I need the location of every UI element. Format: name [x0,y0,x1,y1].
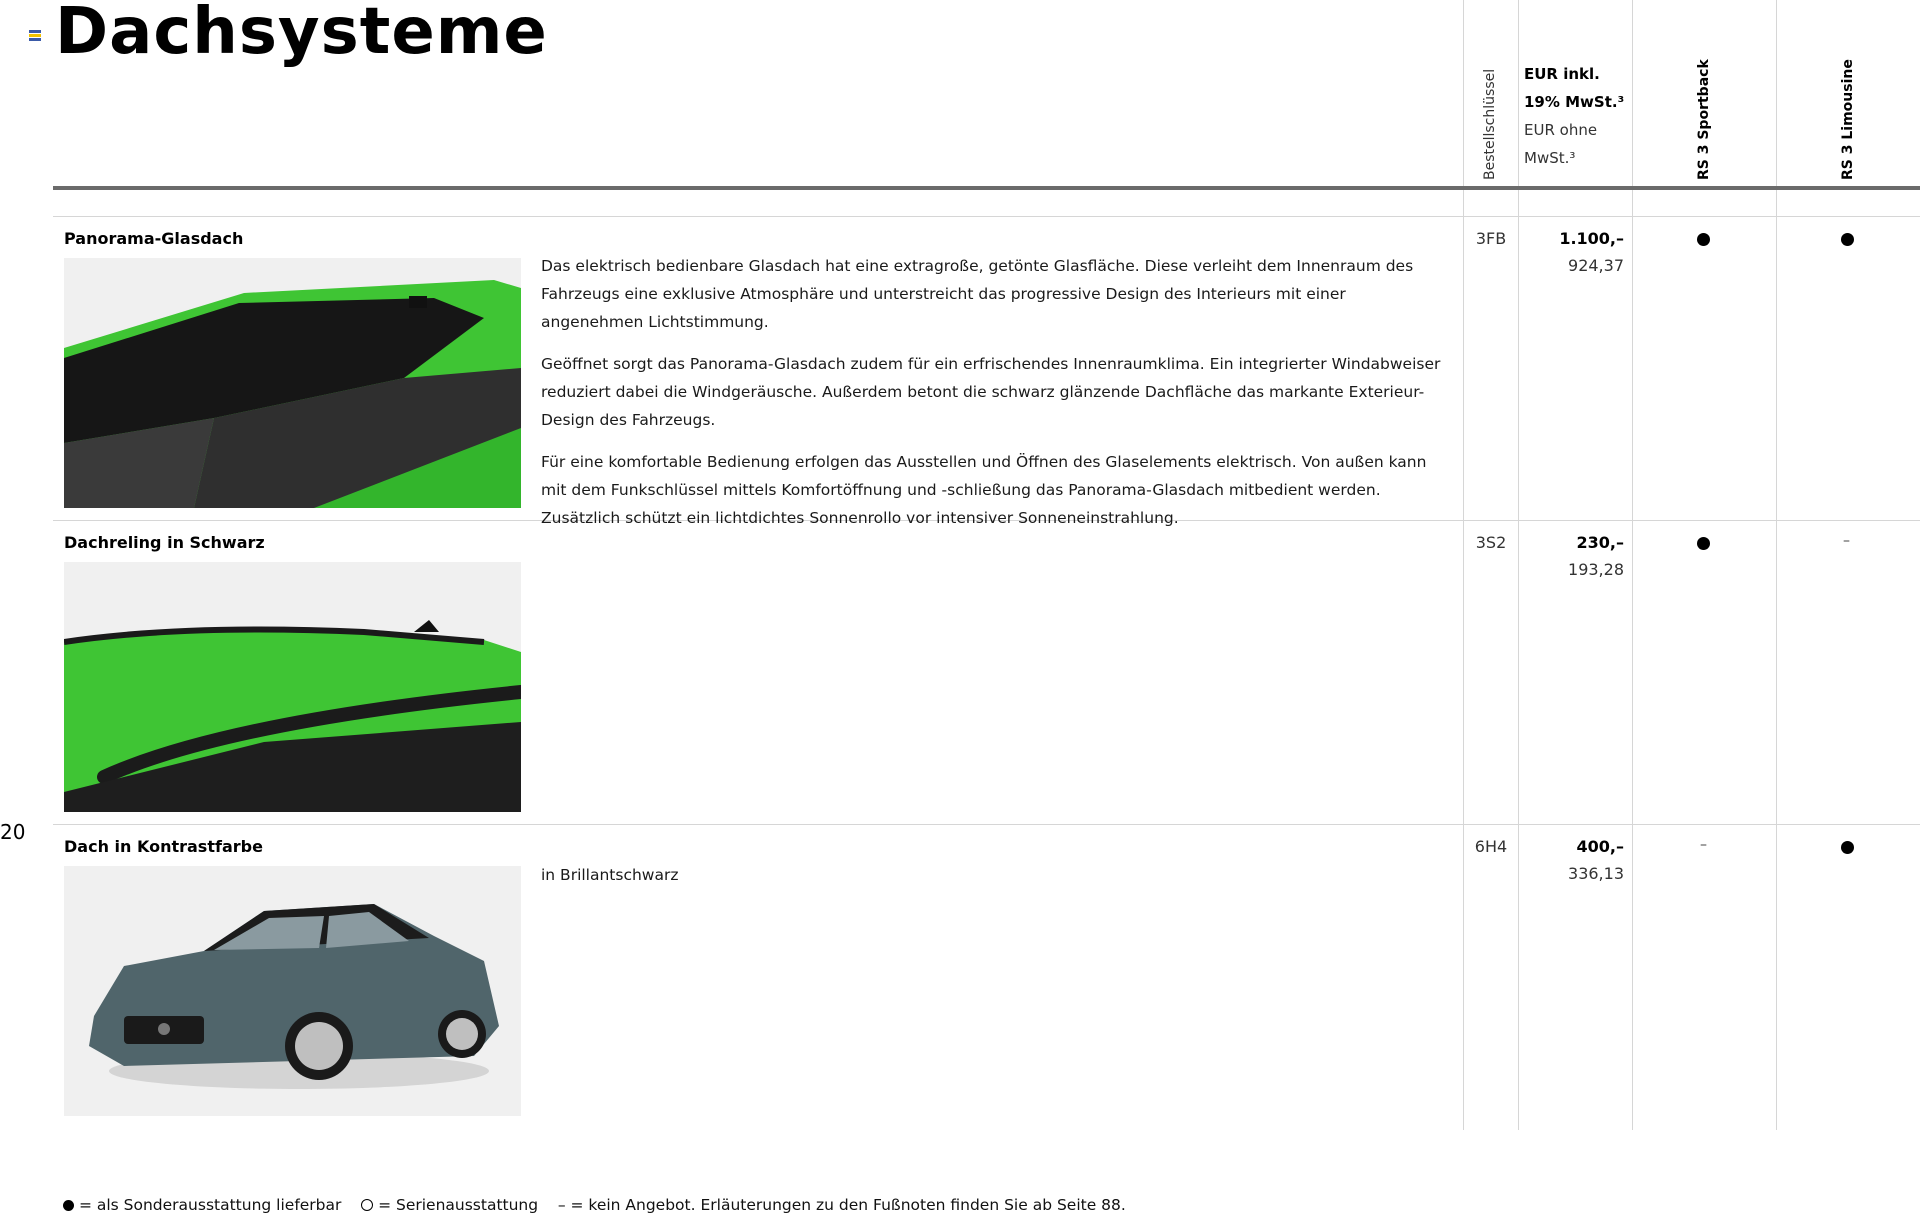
price-incl: 1.100,– [1559,229,1624,248]
description-paragraph: Das elektrisch bedienbare Glasdach hat eine extragroße, getönte Glasfläche. Diese verleiht dem Innenraum des Fahrzeugs eine exklusive Atmosphäre und unterstreicht das progressive Design des Interieurs mit einer angenehmen Lichtstimmung. [541,257,1414,331]
flag-icon [29,30,41,41]
column-divider [1518,0,1519,1130]
car-sedan-photo [64,866,521,1116]
item-description [541,252,1453,546]
order-code: 3S2 [1475,533,1507,552]
order-code: 3FB [1475,229,1507,248]
item-title: Dach in Kontrastfarbe [64,837,263,856]
price-incl-label-2: 19% MwSt.³ [1524,93,1625,111]
legend-circle-icon [361,1199,373,1211]
available-dot-icon [1841,233,1854,246]
not-available-dash: – [1700,837,1707,853]
not-available-dash: – [1843,533,1850,549]
order-code: 6H4 [1474,837,1508,856]
column-divider [1776,0,1777,1130]
price-incl: 400,– [1576,837,1624,856]
price-incl: 230,– [1576,533,1624,552]
header-rule [53,186,1920,190]
legend-dot-icon [63,1200,74,1211]
item-title: Dachreling in Schwarz [64,533,265,552]
row-divider [53,824,1920,825]
column-divider [1463,0,1464,1130]
available-dot-icon [1841,841,1854,854]
car-roof-glass-photo [64,258,521,508]
price-excl: 193,28 [1568,560,1624,579]
page-title: Dachsysteme [55,0,548,69]
legend-dot-text: = als Sonderausstattung lieferbar [78,1196,342,1214]
legend-dash-text: – = kein Angebot. Erläuterungen zu den Fußnoten finden Sie ab Seite 88. [557,1196,1126,1214]
footer-legend [63,1196,1126,1214]
car-roof-rail-photo [64,562,521,812]
column-header-sportback: RS 3 Sportback [1696,59,1712,180]
page-number: 20 [0,820,26,844]
price-excl-label-1: EUR ohne [1524,121,1598,139]
price-excl: 924,37 [1568,256,1624,275]
price-excl: 336,13 [1568,864,1624,883]
item-description [541,861,1453,903]
available-dot-icon [1697,233,1710,246]
description-paragraph: in Brillantschwarz [541,866,679,884]
price-excl-label-2: MwSt.³ [1524,149,1576,167]
column-header-limousine: RS 3 Limousine [1840,59,1856,180]
available-dot-icon [1697,537,1710,550]
description-paragraph: Geöffnet sorgt das Panorama-Glasdach zudem für ein erfrischendes Innenraumklima. Ein integrierter Windabweiser reduziert dabei die Windgeräusche. Außerdem betont die schwarz glänzende Dachfläche das markante Exterieur-Design des Fahrzeugs. [541,355,1441,429]
legend-circle-text: = Serienausstattung [378,1196,539,1214]
column-header-order-key: Bestellschlüssel [1482,68,1498,180]
column-header-price [1524,60,1624,172]
row-divider [53,216,1920,217]
price-incl-label-1: EUR inkl. [1524,65,1600,83]
column-divider [1632,0,1633,1130]
item-title: Panorama-Glasdach [64,229,244,248]
description-paragraph: Für eine komfortable Bedienung erfolgen das Ausstellen und Öffnen des Glaselements elektrisch. Von außen kann mit dem Funkschlüssel mittels Komfortöffnung und -schließung das Panorama-Glasdach mitbedient werden. Zusätzlich schützt ein lichtdichtes Sonnenrollo vor intensiver Sonneneinstrahlung. [541,453,1427,527]
